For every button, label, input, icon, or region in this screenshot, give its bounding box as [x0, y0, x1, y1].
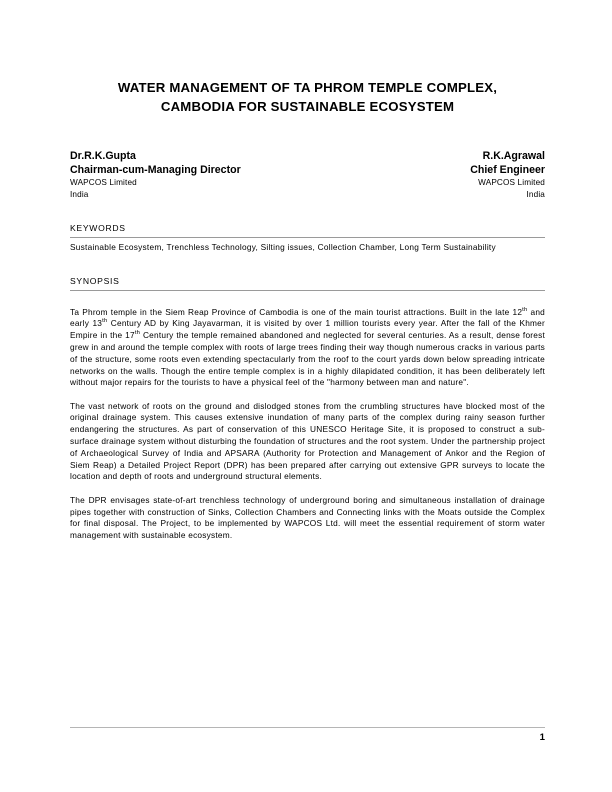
para1-ordinal-1: th	[522, 306, 528, 313]
author-right-country: India	[526, 189, 545, 199]
synopsis-paragraphs	[70, 307, 545, 542]
synopsis-paragraph-3: The DPR envisages state-of-art trenchless technology of underground boring and simultaneous installation of drainage pipes together with construction of Sinks, Collection Chambers and Connecting links with the Moats outside the Complex for final disposal. The Project, to be implemented by WAPCOS Ltd. will meet the essential requirement of storm water management with sustainable ecosystem.	[70, 494, 545, 541]
para1-ordinal-3: th	[134, 330, 141, 337]
synopsis-paragraph-1	[70, 307, 545, 390]
title-line-1: WATER MANAGEMENT OF TA PHROM TEMPLE COMPLEX,	[117, 80, 498, 95]
author-block	[70, 149, 545, 200]
keywords-text: Sustainable Ecosystem, Trenchless Technology, Silting issues, Collection Chamber, Long Term Sustainability	[70, 242, 496, 252]
keywords-heading: KEYWORDS	[70, 223, 126, 233]
page-content	[70, 0, 545, 542]
page-title	[70, 0, 545, 116]
author-right-role: Chief Engineer	[470, 164, 545, 176]
synopsis-divider	[70, 290, 545, 291]
author-right	[317, 149, 545, 200]
author-left-name: Dr.R.K.Gupta	[70, 150, 136, 162]
author-right-organization: WAPCOS Limited	[478, 178, 545, 187]
synopsis-section	[70, 276, 545, 542]
para1-segment-4: Century the temple remained abandoned and neglected for several centuries. As a result, dense forest grew in and around the temple complex with roots of large trees finding their way though numerous cracks in various parts of the structure, some roots even extending spectacularly from the roof to the court yards down below spreading intricate networks on the walls. Though the entire temple complex is in a highly dilapidated condition, it has been deliberately left without major repairs for the tourists to have a physical feel of the "harmony between man and nature".	[70, 330, 546, 388]
para1-segment-3: Century AD by King Jayavarman, it is visited by over 1 million tourists every year. After the fall of the Khmer Empire in the 17	[70, 318, 545, 341]
author-right-name: R.K.Agrawal	[482, 150, 545, 162]
keywords-section	[70, 223, 545, 254]
para1-segment-1: Ta Phrom temple in the Siem Reap Province of Cambodia is one of the main tourist attractions. Built in the late 12	[70, 306, 523, 317]
synopsis-heading: SYNOPSIS	[70, 275, 120, 286]
author-left-country: India	[70, 189, 89, 199]
author-left	[70, 149, 298, 200]
author-left-organization: WAPCOS Limited	[70, 178, 137, 187]
title-line-2: CAMBODIA FOR SUSTAINABLE ECOSYSTEM	[160, 99, 455, 114]
author-left-role: Chairman-cum-Managing Director	[70, 164, 241, 176]
synopsis-paragraph-2: The vast network of roots on the ground and dislodged stones from the crumbling structures have blocked most of the original drainage system. This causes extensive inundation of many parts of the complex during rainy season further endangering the structures. As part of conservation of this UNESCO Heritage Site, it is proposed to construct a sub-surface drainage system without disturbing the foundation of structures and the root system. Under the partnership project of Archaeological Survey of India and APSARA (Authority for Protection and Management of Ankor and the Region of Siem Reap) a Detailed Project Report (DPR) has been prepared after carrying out extensive GPR surveys to locate the location and depth of roots and underground structural elements.	[70, 400, 545, 482]
para1-segment-2: and early 13	[70, 306, 545, 329]
page-number: 1	[539, 732, 545, 743]
para1-ordinal-2: th	[102, 318, 108, 325]
page-footer	[70, 727, 545, 744]
